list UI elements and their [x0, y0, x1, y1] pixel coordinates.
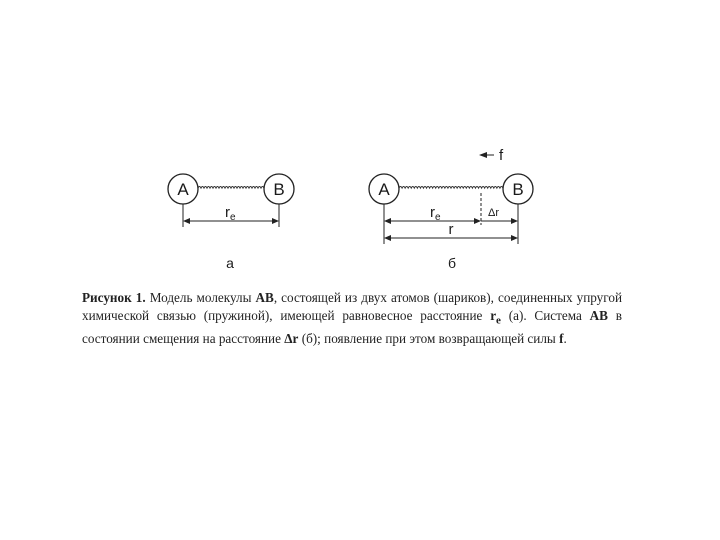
arrowhead-right	[511, 218, 518, 224]
arrowhead-right	[511, 235, 518, 241]
caption-emphasis: f	[559, 330, 564, 346]
re-label: $r_e$	[225, 204, 236, 223]
delta-r-label: Δr	[488, 207, 500, 219]
caption-emphasis: АВ	[589, 308, 608, 323]
caption-emphasis: АВ	[255, 290, 274, 305]
force-label: f	[499, 147, 504, 164]
atom-a-label: A	[177, 180, 189, 199]
arrowhead-left	[384, 218, 391, 224]
figure-number: Рисунок 1.	[82, 290, 146, 305]
caption-emphasis: $r_e$	[490, 308, 501, 327]
arrowhead-right	[272, 218, 279, 224]
caption-text: (а). Система	[500, 308, 590, 323]
r-label: r	[448, 221, 454, 238]
panel-a	[168, 174, 294, 271]
figure-caption	[82, 289, 622, 348]
caption-emphasis: Δr	[284, 330, 299, 346]
force-arrowhead	[479, 152, 487, 158]
panel-a-label: а	[226, 255, 234, 271]
caption-text: .	[563, 330, 567, 346]
panel-b-label: б	[447, 255, 457, 271]
arrowhead-left	[384, 235, 391, 241]
panel-b	[369, 147, 533, 271]
atom-b-label: B	[273, 180, 285, 199]
caption-text: (б); появление при этом возвращающей силы	[298, 330, 560, 346]
caption-text: в состоянии смещения на расстояние	[82, 308, 622, 346]
spring	[198, 187, 264, 189]
spring	[399, 187, 503, 189]
re-label: $r_e$	[430, 204, 441, 223]
caption-text: Модель молекулы	[145, 290, 256, 305]
caption-text: , состоящей из двух атомов (шариков), соединенных упругой химической связью (пружиной), имеющей равновесное расстояние	[82, 290, 622, 323]
atom-b-label: B	[512, 180, 524, 199]
arrowhead-left	[183, 218, 190, 224]
atom-a-label: A	[378, 180, 390, 199]
arrowhead-right	[474, 218, 481, 224]
